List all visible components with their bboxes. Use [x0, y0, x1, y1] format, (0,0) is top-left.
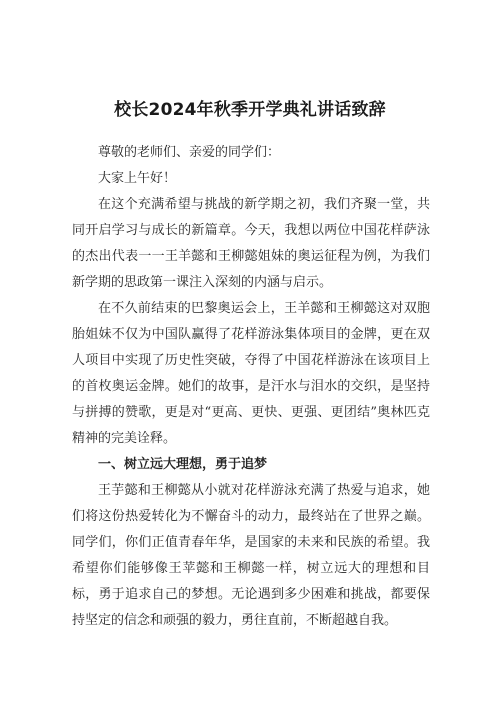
document-body: [72, 140, 430, 634]
paragraph: 王芋懿和王柳懿从小就对花样游泳充满了热爱与追求，她们将这份热爱转化为不懈奋斗的动力，最终站在了世界之巅。同学们，你们正值青春年华，是国家的未来和民族的希望。我希望你们能够像王苹懿和王柳懿一样，树立远大的理想和目标，勇于追求自己的梦想。无论遇到多少困难和挑战，都要保持坚定的信念和顽强的毅力，勇往直前，不断超越自我。: [72, 483, 430, 628]
salutation: 尊敬的老师们、亲爱的同学们：: [98, 145, 281, 160]
page-title: 校长2024年秋季开学典礼讲话致辞: [114, 100, 386, 120]
paragraph: 在这个充满希望与挑战的新学期之初，我们齐聚一堂，共同开启学习与成长的新篇章。今天，我想以两位中国花样萨泳的杰出代表一一王羊懿和王柳懿姐妹的奥运征程为例，为我们新学期的思政第一课注入深刻的内涵与启示。: [72, 197, 430, 290]
paragraph: 在不久前结束的巴黎奥运会上，王羊懿和王柳懿这对双胞胎姐妹不仅为中国队赢得了花样游泳集体项目的金牌，更在双人项目中实现了历史性突破，夺得了中国花样游泳在该项目上的首枚奥运金牌。她们的故事，是汗水与泪水的交织，是坚持与拼搏的赞歌，更是对“更高、更快、更强、更团结”奥林匹克精神的完美诠释。: [72, 301, 430, 446]
greeting: 大家上午好！: [98, 171, 177, 186]
section-heading: 一、树立远大理想，勇于追梦: [98, 457, 268, 472]
